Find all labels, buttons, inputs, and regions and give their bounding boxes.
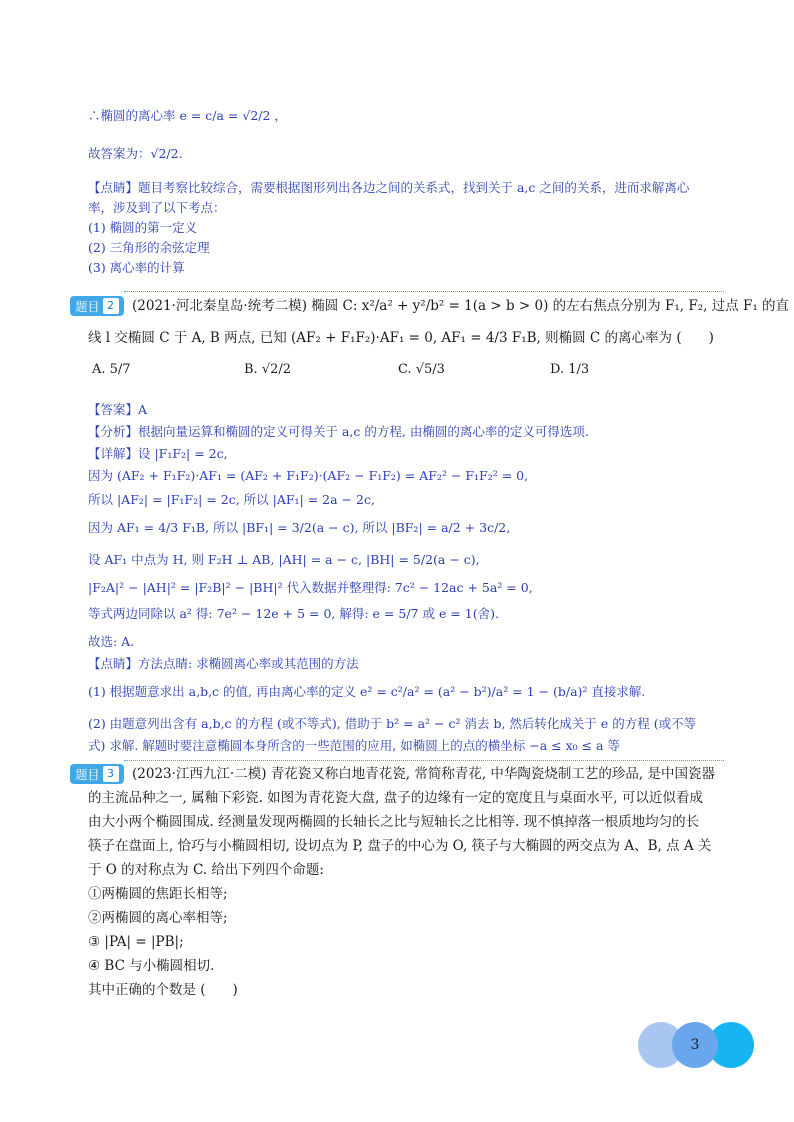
proposition-3: ③ |PA| = |PB|; xyxy=(88,934,184,950)
point-2: (2) 三角形的余弦定理 xyxy=(88,240,210,255)
answer-tag: 【答案】A xyxy=(88,402,148,417)
question-3-line-2: 的主流品种之一, 属釉下彩瓷. 如图为青花瓷大盘, 盘子的边缘有一定的宽度且与桌面水平, 可以近似看成 xyxy=(88,790,703,806)
option-c: C. √5/3 xyxy=(398,362,445,377)
detail-line-1: 【详解】设 |F₁F₂| = 2c, xyxy=(88,446,228,461)
option-d: D. 1/3 xyxy=(550,362,590,377)
eccentricity-line: ∴椭圆的离心率 e = c/a = √2/2 ， xyxy=(88,108,287,123)
page-number: 3 xyxy=(690,1037,700,1053)
comment-line-1: 【点睛】题目考察比较综合，需要根据图形列出各边之间的关系式，找到关于 a,c 之间的关系，进而求解离心 xyxy=(88,180,690,195)
detail-line-5: 设 AF₁ 中点为 H, 则 F₂H ⊥ AB, |AH| = a − c, |BH| = 5/2(a − c), xyxy=(88,552,480,567)
question-3-ask: 其中正确的个数是 ( ) xyxy=(88,982,238,998)
question-number: 3 xyxy=(103,766,119,782)
method-comment-4: 式) 求解. 解题时要注意椭圆本身所含的一些范围的应用, 如椭圆上的点的横坐标 −a ≤ x₀ ≤ a 等 xyxy=(88,738,620,753)
proposition-4: ④ BC 与小椭圆相切. xyxy=(88,958,215,974)
detail-line-8: 故选: A. xyxy=(88,634,135,649)
detail-line-2: 因为 (AF₂ + F₁F₂)·AF₁ = (AF₂ + F₁F₂)·(AF₂ − F₁F₂) = AF₂² − F₁F₂² = 0, xyxy=(88,468,529,483)
method-comment-1: 【点睛】方法点睛: 求椭圆离心率或其范围的方法 xyxy=(88,656,359,671)
question-label-text: 题目 xyxy=(75,299,100,314)
analysis-line: 【分析】根据向量运算和椭圆的定义可得关于 a,c 的方程, 由椭圆的离心率的定义可得选项. xyxy=(88,424,589,439)
method-comment-3: (2) 由题意列出含有 a,b,c 的方程 (或不等式), 借助于 b² = a² − c² 消去 b, 然后转化成关于 e 的方程 (或不等 xyxy=(88,716,697,731)
point-3: (3) 离心率的计算 xyxy=(88,260,185,275)
answer-line: 故答案为：√2/2. xyxy=(88,146,183,161)
detail-line-6: |F₂A|² − |AH|² = |F₂B|² − |BH|² 代入数据并整理得: 7c² − 12ac + 5a² = 0, xyxy=(88,580,533,595)
detail-line-7: 等式两边同除以 a² 得: 7e² − 12e + 5 = 0, 解得: e = 5/7 或 e = 1(舍). xyxy=(88,606,499,621)
point-1: (1) 椭圆的第一定义 xyxy=(88,220,198,235)
question-3-line-5: 于 O 的对称点为 C. 给出下列四个命题: xyxy=(88,862,324,878)
method-comment-2: (1) 根据题意求出 a,b,c 的值, 再由离心率的定义 e² = c²/a² = (a² − b²)/a² = 1 − (b/a)² 直接求解. xyxy=(88,684,646,699)
option-b: B. √2/2 xyxy=(244,362,292,377)
question-2-label xyxy=(70,296,124,316)
option-a: A. 5/7 xyxy=(92,362,131,377)
question-3-line-1: (2023·江西九江·二模) 青花瓷又称白地青花瓷, 常简称青花, 中华陶瓷烧制工艺的珍品, 是中国瓷器 xyxy=(132,766,716,782)
proposition-2: ②两椭圆的离心率相等; xyxy=(88,910,228,926)
question-2-line-1: (2021·河北秦皇岛·统考二模) 椭圆 C: x²/a² + y²/b² = 1(a > b > 0) 的左右焦点分别为 F₁, F₂, 过点 F₁ 的直 xyxy=(132,298,790,314)
question-3-divider xyxy=(124,760,724,761)
question-number: 2 xyxy=(103,298,119,314)
question-2-divider xyxy=(124,291,724,292)
page-number-badge xyxy=(638,1022,754,1068)
question-2-line-2: 线 l 交椭圆 C 于 A, B 两点, 已知 (AF₂ + F₁F₂)·AF₁ = 0, AF₁ = 4/3 F₁B, 则椭圆 C 的离心率为 ( ) xyxy=(88,330,714,346)
detail-line-4: 因为 AF₁ = 4/3 F₁B, 所以 |BF₁| = 3/2(a − c), 所以 |BF₂| = a/2 + 3c/2, xyxy=(88,520,511,535)
question-3-label xyxy=(70,764,124,784)
comment-line-2: 率，涉及到了以下考点： xyxy=(88,200,226,215)
question-3-line-3: 由大小两个椭圆围成. 经测量发现两椭圆的长轴长之比与短轴长之比相等. 现不慎掉落一根质地均匀的长 xyxy=(88,814,700,830)
question-label-text: 题目 xyxy=(75,767,100,782)
proposition-1: ①两椭圆的焦距长相等; xyxy=(88,886,228,902)
question-3-line-4: 筷子在盘面上, 恰巧与小椭圆相切, 设切点为 P, 盘子的中心为 O, 筷子与大椭圆的两交点为 A、B, 点 A 关 xyxy=(88,838,712,854)
detail-line-3: 所以 |AF₂| = |F₁F₂| = 2c, 所以 |AF₁| = 2a − 2c, xyxy=(88,492,375,507)
